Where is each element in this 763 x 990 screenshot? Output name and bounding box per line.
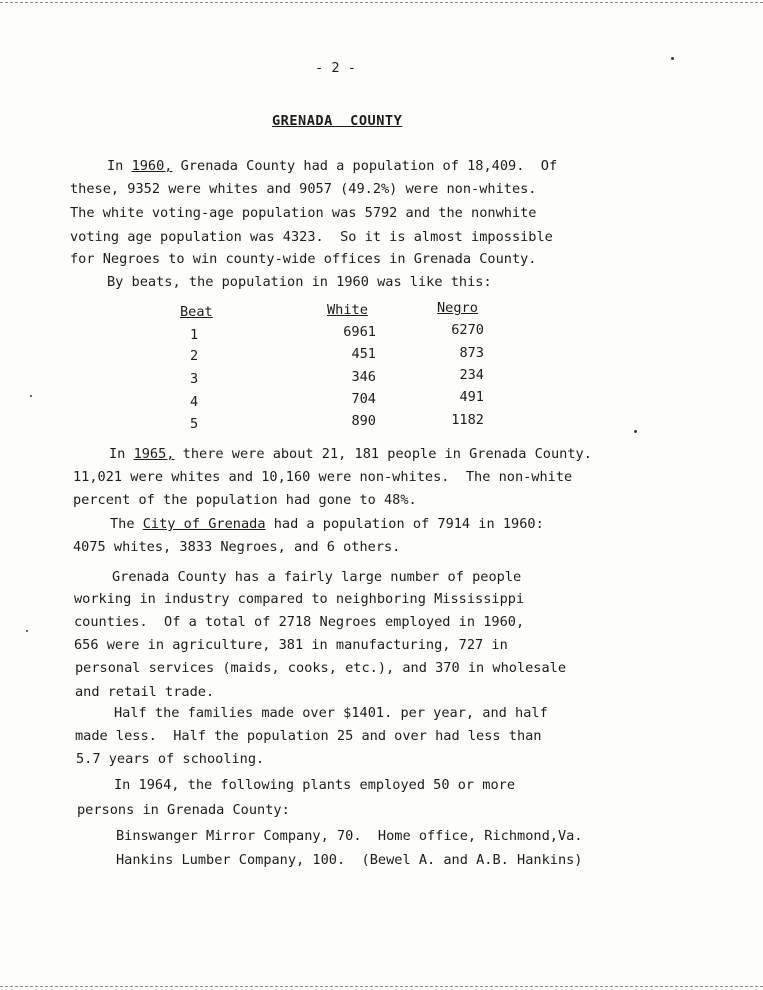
p5-line-3: 5.7 years of schooling.: [76, 751, 265, 767]
p2-year-1965: 1965,: [133, 446, 175, 462]
table-header-negro: Negro: [437, 300, 478, 316]
p1-line-2: these, 9352 were whites and 9057 (49.2%) were non-whites.: [70, 181, 537, 197]
p2-line-3: percent of the population had gone to 48%.: [73, 492, 417, 508]
p6-line-2: persons in Grenada County:: [77, 802, 290, 818]
table-row-3-beat: 3: [190, 371, 199, 387]
table-row-5-white: 890: [351, 413, 376, 429]
p1-line-1: [107, 158, 557, 174]
table-row-2-beat: 2: [190, 348, 199, 364]
p1-line-6: By beats, the population in 1960 was like this:: [107, 274, 492, 290]
p5-line-1: Half the families made over $1401. per year, and half: [114, 705, 548, 721]
plant-list-item-2: Hankins Lumber Company, 100. (Bewel A. and A.B. Hankins): [116, 852, 583, 868]
page-top-edge: [0, 2, 763, 3]
p1-line-3: The white voting-age population was 5792 and the nonwhite: [70, 205, 537, 221]
table-row-5-negro: 1182: [451, 412, 484, 428]
p3-city-of-grenada: City of Grenada: [142, 516, 266, 532]
p4-line-5: personal services (maids, cooks, etc.), and 370 in wholesale: [75, 660, 567, 676]
p2-line-1-pre: In: [109, 446, 134, 462]
scan-speck: [26, 630, 28, 632]
p5-line-2: made less. Half the population 25 and over had less than: [75, 728, 542, 744]
scan-speck: [671, 57, 674, 60]
table-row-1-white: 6961: [343, 324, 376, 340]
table-header-beat: Beat: [180, 304, 213, 320]
p4-line-2: working in industry compared to neighboring Mississippi: [74, 591, 525, 607]
table-row-1-beat: 1: [190, 327, 199, 343]
table-row-4-beat: 4: [190, 394, 199, 410]
p1-year-1960: 1960,: [131, 158, 173, 174]
table-row-4-white: 704: [351, 391, 376, 407]
p4-line-3: counties. Of a total of 2718 Negroes employed in 1960,: [74, 614, 525, 630]
table-row-3-white: 346: [351, 369, 376, 385]
p3-line-1: [110, 516, 544, 532]
p1-line-4: voting age population was 4323. So it is almost impossible: [70, 229, 553, 245]
table-row-4-negro: 491: [459, 389, 484, 405]
scan-speck: [634, 430, 637, 433]
p1-line-1-post: Grenada County had a population of 18,409. Of: [172, 158, 558, 174]
p4-line-1: Grenada County has a fairly large number of people: [112, 569, 522, 585]
table-header-white: White: [327, 302, 368, 318]
table-row-2-negro: 873: [459, 345, 484, 361]
p4-line-4: 656 were in agriculture, 381 in manufacturing, 727 in: [74, 637, 508, 653]
p4-line-6: and retail trade.: [75, 684, 215, 700]
table-row-5-beat: 5: [190, 416, 199, 432]
p3-line-1-pre: The: [110, 516, 143, 532]
p2-line-2: 11,021 were whites and 10,160 were non-whites. The non-white: [73, 469, 573, 485]
table-row-3-negro: 234: [459, 367, 484, 383]
page-title: GRENADA COUNTY: [272, 113, 403, 129]
table-row-2-white: 451: [351, 346, 376, 362]
page-number: - 2 -: [315, 60, 356, 76]
p3-line-2: 4075 whites, 3833 Negroes, and 6 others.: [73, 539, 401, 555]
p2-line-1-post: there were about 21, 181 people in Grenada County.: [174, 446, 592, 462]
page-bottom-edge: [0, 986, 763, 987]
p2-line-1: [109, 446, 592, 462]
p1-line-1-pre: In: [107, 158, 132, 174]
plant-list-item-1: Binswanger Mirror Company, 70. Home office, Richmond,Va.: [116, 828, 583, 844]
p3-line-1-post: had a population of 7914 in 1960:: [265, 516, 544, 532]
p6-line-1: In 1964, the following plants employed 50 or more: [114, 777, 516, 793]
table-row-1-negro: 6270: [451, 322, 484, 338]
p1-line-5: for Negroes to win county-wide offices in Grenada County.: [70, 251, 537, 267]
scan-speck: [30, 395, 32, 397]
